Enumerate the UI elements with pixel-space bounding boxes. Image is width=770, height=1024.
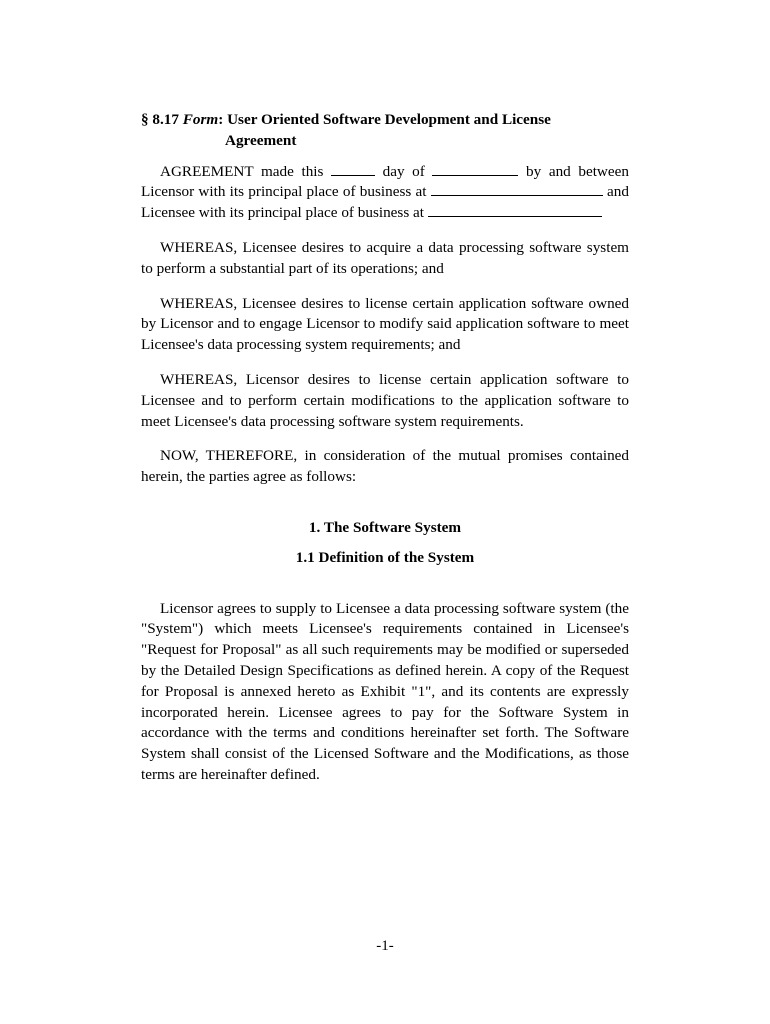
heading-text (141, 110, 551, 152)
page-content (141, 110, 629, 800)
page-number: -1- (376, 938, 394, 954)
now-therefore-paragraph: NOW, THEREFORE, in consideration of the mutual promises contained herein, the parties agree as follows: (141, 447, 629, 486)
section-1-1-title: 1.1 Definition of the System (295, 548, 475, 566)
day-blank[interactable] (331, 162, 375, 176)
form-heading (141, 110, 629, 152)
agreement-text-1: AGREEMENT made this (160, 162, 332, 180)
heading-title-line2: Agreement (225, 131, 297, 149)
whereas-paragraph-2: WHEREAS, Licensee desires to license certain application software owned by Licensor and to engage Licensor to modify said application software to meet Licensee's data processing system requirements; and (141, 294, 629, 354)
whereas-paragraph-3: WHEREAS, Licensor desires to license certain application software to Licensee and to perform certain modifications to the application software to meet Licensee's data processing software system requirements. (141, 370, 629, 430)
section-symbol: § 8.17 (141, 111, 183, 128)
section-1-title: 1. The Software System (308, 518, 462, 536)
agreement-text-4: and Licensee with its principal place of business at (141, 183, 629, 222)
agreement-paragraph (141, 162, 629, 224)
agreement-text-3: by and between Licensor with its principal place of business at (141, 162, 629, 201)
whereas-paragraph-1: WHEREAS, Licensee desires to acquire a data processing software system to perform a substantial part of its operations; and (141, 238, 629, 277)
licensor-address-blank[interactable] (431, 182, 603, 196)
heading-title-line1: : User Oriented Software Development and License (218, 111, 551, 128)
section-1-1-body: Licensor agrees to supply to Licensee a data processing software system (the "System") which meets Licensee's requirements contained in Licensee's "Request for Proposal" as all such requirements may be modified or superseded by the Detailed Design Specifications as defined herein. A copy of the Request for Proposal is annexed hereto as Exhibit "1", and its contents are expressly incorporated herein. Licensee agrees to pay for the Software System in accordance with the terms and conditions hereinafter set forth. The Software System shall consist of the Licensed Software and the Modifications, as those terms are hereinafter defined. (141, 599, 629, 783)
agreement-text-2: day of (375, 162, 433, 180)
month-blank[interactable] (432, 162, 518, 176)
form-label: Form (182, 111, 219, 128)
licensee-address-blank[interactable] (428, 203, 602, 217)
